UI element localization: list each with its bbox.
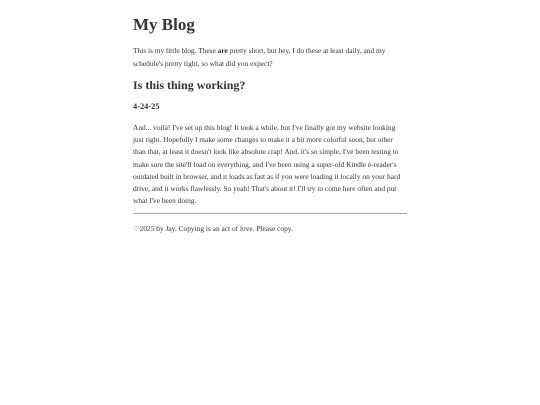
footer-divider xyxy=(133,213,407,214)
intro-emphasis: are xyxy=(217,46,228,55)
blog-intro xyxy=(133,45,407,70)
site-title: My Blog xyxy=(133,15,195,34)
footer-text: 2025 by Jay. Copying is an act of love. Please copy. xyxy=(139,224,293,233)
post-title: Is this thing working? xyxy=(133,78,246,92)
intro-text-before: This is my little blog. These xyxy=(133,46,218,55)
post-body: And... voilà! I've set up this blog! It took a while, but I've finally got my website looking just right. Hopefully I make some changes to make it a bit more colorful soon, but other than that, at least it doesn't look like absolute crap! And, it's so simple, I've been testing to make sure the site'll load on everything, and I've been using a super-old Kindle e-reader's outdated built in browser, and it loads as fast as if you were loading it locally on your hard drive, and it works flawlessly. So yeah! That's about it! I'll try to come here often and put what I've been doing. xyxy=(133,123,401,206)
heart-icon: ♡ xyxy=(133,224,140,233)
footer xyxy=(133,223,293,235)
post-date: 4-24-25 xyxy=(133,102,160,111)
intro-text-after: pretty short, but hey, I do these at least daily, and my schedule's pretty tight, so what did you expect? xyxy=(133,46,386,68)
